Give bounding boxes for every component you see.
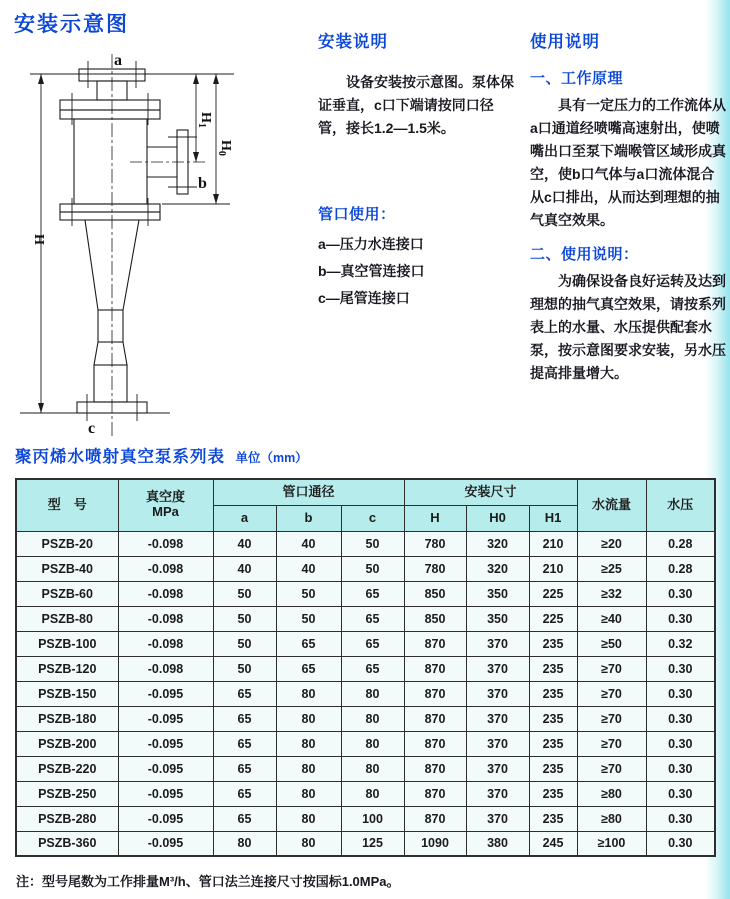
table-cell: 40 [276,531,341,556]
table-cell: 370 [466,631,529,656]
col-header-H0: H0 [466,505,529,531]
table-cell: -0.095 [118,831,213,856]
table-cell: 80 [276,706,341,731]
table-cell: 245 [529,831,577,856]
table-cell: 80 [276,731,341,756]
table-cell: 80 [341,731,404,756]
diagram-label-b: b [198,175,207,192]
table-cell: 80 [276,806,341,831]
table-cell: 350 [466,606,529,631]
table-cell: PSZB-20 [16,531,118,556]
table-row [16,756,715,781]
table-cell: 0.28 [646,531,715,556]
table-unit-label: 单位（mm） [235,451,308,465]
table-cell: PSZB-220 [16,756,118,781]
table-row [16,531,715,556]
col-header-model: 型 号 [16,479,118,531]
install-heading: 安装说明 [318,33,388,51]
footnote: 注：型号尾数为工作排量M³/h、管口法兰连接尺寸按国标1.0MPa。 [16,874,400,889]
col-header-H1: H1 [529,505,577,531]
table-cell: 80 [276,756,341,781]
table-cell: 225 [529,606,577,631]
table-cell: ≥80 [577,781,646,806]
table-cell: 370 [466,681,529,706]
table-cell: 235 [529,706,577,731]
table-cell: PSZB-120 [16,656,118,681]
install-section [318,28,514,140]
table-cell: 0.30 [646,831,715,856]
installation-diagram [2,52,250,440]
table-row [16,731,715,756]
table-cell: 65 [213,706,276,731]
table-row [16,656,715,681]
col-header-pressure: 水压 [646,479,715,531]
col-group-install-size: 安装尺寸 [404,479,577,505]
table-cell: ≥70 [577,656,646,681]
table-cell: 0.30 [646,581,715,606]
table-cell: -0.098 [118,556,213,581]
table-row [16,606,715,631]
table-cell: PSZB-280 [16,806,118,831]
diagram-label-c: c [88,420,96,437]
table-cell: 870 [404,706,466,731]
table-cell: 40 [213,531,276,556]
table-cell: PSZB-180 [16,706,118,731]
table-cell: 50 [213,581,276,606]
diagram-label-a: a [114,52,122,69]
col-group-port-diameter: 管口通径 [213,479,404,505]
table-row [16,556,715,581]
table-cell: PSZB-360 [16,831,118,856]
table-cell: 870 [404,681,466,706]
working-principle-body: 具有一定压力的工作流体从a口通道经喷嘴高速射出，使喷嘴出口至泵下端喉管区域形成真空，使b口气体与a口流体混合从c口排出，从而达到理想的抽气真空效果。 [530,97,726,228]
table-cell: 80 [213,831,276,856]
table-cell: 65 [213,731,276,756]
table-cell: 210 [529,556,577,581]
table-cell: -0.098 [118,606,213,631]
dimension-arrows [38,74,219,413]
table-cell: 50 [213,606,276,631]
table-cell: PSZB-150 [16,681,118,706]
table-cell: PSZB-60 [16,581,118,606]
table-cell: 870 [404,806,466,831]
port-usage-item-c: c—尾管连接口 [318,290,410,306]
table-cell: 0.30 [646,656,715,681]
table-cell: ≥50 [577,631,646,656]
table-cell: 210 [529,531,577,556]
table-row [16,581,715,606]
table-cell: 80 [341,781,404,806]
table-cell: ≥70 [577,731,646,756]
table-cell: 65 [276,631,341,656]
col-header-b: b [276,505,341,531]
table-cell: 370 [466,806,529,831]
table-cell: PSZB-80 [16,606,118,631]
table-cell: 225 [529,581,577,606]
port-usage-section [318,203,518,310]
table-cell: 65 [213,806,276,831]
table-cell: 320 [466,531,529,556]
table-cell: 235 [529,806,577,831]
usage-body: 为确保设备良好运转及达到理想的抽气真空效果，请按系列表上的水量、水压提供配套水泵，按示意图要求安装，另水压提高排量增大。 [530,273,726,381]
col-header-c: c [341,505,404,531]
col-header-a: a [213,505,276,531]
col-header-flow: 水流量 [577,479,646,531]
table-cell: 370 [466,706,529,731]
table-cell: 235 [529,656,577,681]
table-cell: 40 [213,556,276,581]
table-cell: 350 [466,581,529,606]
diagram-label-h1: $H_1$ [196,112,213,128]
table-cell: 235 [529,781,577,806]
table-cell: 65 [341,606,404,631]
table-row [16,831,715,856]
table-cell: 65 [213,681,276,706]
table-cell: -0.095 [118,706,213,731]
table-cell: 370 [466,731,529,756]
table-cell: PSZB-100 [16,631,118,656]
table-cell: ≥70 [577,756,646,781]
spec-table [15,478,716,857]
table-cell: -0.098 [118,531,213,556]
table-cell: 235 [529,681,577,706]
table-cell: 0.30 [646,731,715,756]
table-cell: -0.095 [118,756,213,781]
port-usage-item-b: b—真空管连接口 [318,263,425,279]
table-cell: 0.30 [646,781,715,806]
table-cell: -0.095 [118,806,213,831]
table-cell: 380 [466,831,529,856]
table-cell: 0.30 [646,756,715,781]
table-cell: ≥100 [577,831,646,856]
table-cell: 870 [404,731,466,756]
table-row [16,806,715,831]
table-cell: ≥80 [577,806,646,831]
table-cell: 65 [341,656,404,681]
table-title-text: 聚丙烯水喷射真空泵系列表 [15,448,225,466]
table-cell: -0.098 [118,631,213,656]
table-cell: ≥70 [577,681,646,706]
table-row [16,781,715,806]
table-cell: -0.095 [118,781,213,806]
table-cell: 0.28 [646,556,715,581]
table-cell: 65 [213,781,276,806]
page-title: 安装示意图 [14,13,129,36]
table-cell: 320 [466,556,529,581]
table-cell: 40 [276,556,341,581]
table-cell: 0.32 [646,631,715,656]
port-usage-item-a: a—压力水连接口 [318,236,424,252]
table-cell: 125 [341,831,404,856]
table-cell: 870 [404,781,466,806]
table-cell: 780 [404,556,466,581]
usage-section [530,28,728,385]
table-row [16,706,715,731]
table-cell: 235 [529,631,577,656]
table-cell: PSZB-40 [16,556,118,581]
usage-subheading: 二、使用说明： [530,246,639,263]
table-cell: 0.30 [646,706,715,731]
table-cell: 80 [341,681,404,706]
table-cell: 65 [276,656,341,681]
table-cell: 50 [213,631,276,656]
table-cell: 50 [276,606,341,631]
table-cell: ≥32 [577,581,646,606]
col-header-vacuum: 真空度 MPa [118,479,213,531]
table-cell: 235 [529,731,577,756]
table-cell: 50 [213,656,276,681]
table-cell: ≥70 [577,706,646,731]
table-cell: -0.098 [118,656,213,681]
table-cell: 235 [529,756,577,781]
table-cell: 80 [341,706,404,731]
table-cell: -0.095 [118,681,213,706]
table-cell: 50 [341,556,404,581]
table-cell: 80 [276,831,341,856]
table-cell: 100 [341,806,404,831]
table-cell: 370 [466,656,529,681]
table-cell: 50 [341,531,404,556]
table-cell: 0.30 [646,681,715,706]
table-cell: 370 [466,781,529,806]
col-header-H: H [404,505,466,531]
table-cell: 65 [341,581,404,606]
table-cell: -0.095 [118,731,213,756]
table-cell: 1090 [404,831,466,856]
table-cell: PSZB-200 [16,731,118,756]
table-cell: 0.30 [646,606,715,631]
table-row [16,631,715,656]
table-cell: 80 [276,781,341,806]
table-header [16,479,715,531]
table-cell: 65 [341,631,404,656]
table-cell: 370 [466,756,529,781]
table-cell: 870 [404,631,466,656]
table-cell: -0.098 [118,581,213,606]
table-cell: 870 [404,756,466,781]
table-cell: 80 [276,681,341,706]
working-principle-heading: 一、工作原理 [530,70,624,87]
table-cell: ≥25 [577,556,646,581]
table-cell: PSZB-250 [16,781,118,806]
table-cell: 850 [404,606,466,631]
table-cell: ≥40 [577,606,646,631]
table-cell: 0.30 [646,806,715,831]
table-cell: 780 [404,531,466,556]
table-cell: 870 [404,656,466,681]
diagram-label-h0: $H_0$ [216,140,233,156]
table-body [16,531,715,856]
usage-heading: 使用说明 [530,33,600,51]
table-cell: 850 [404,581,466,606]
table-row [16,681,715,706]
table-cell: 65 [213,756,276,781]
install-body: 设备安装按示意图。泵体保证垂直，c口下端请按同口径管，接长1.2—1.5米。 [318,74,514,136]
diagram-label-h: H [31,234,46,245]
table-title [15,443,308,467]
port-usage-heading: 管口使用： [318,206,396,223]
table-cell: ≥20 [577,531,646,556]
table-cell: 50 [276,581,341,606]
table-cell: 80 [341,756,404,781]
